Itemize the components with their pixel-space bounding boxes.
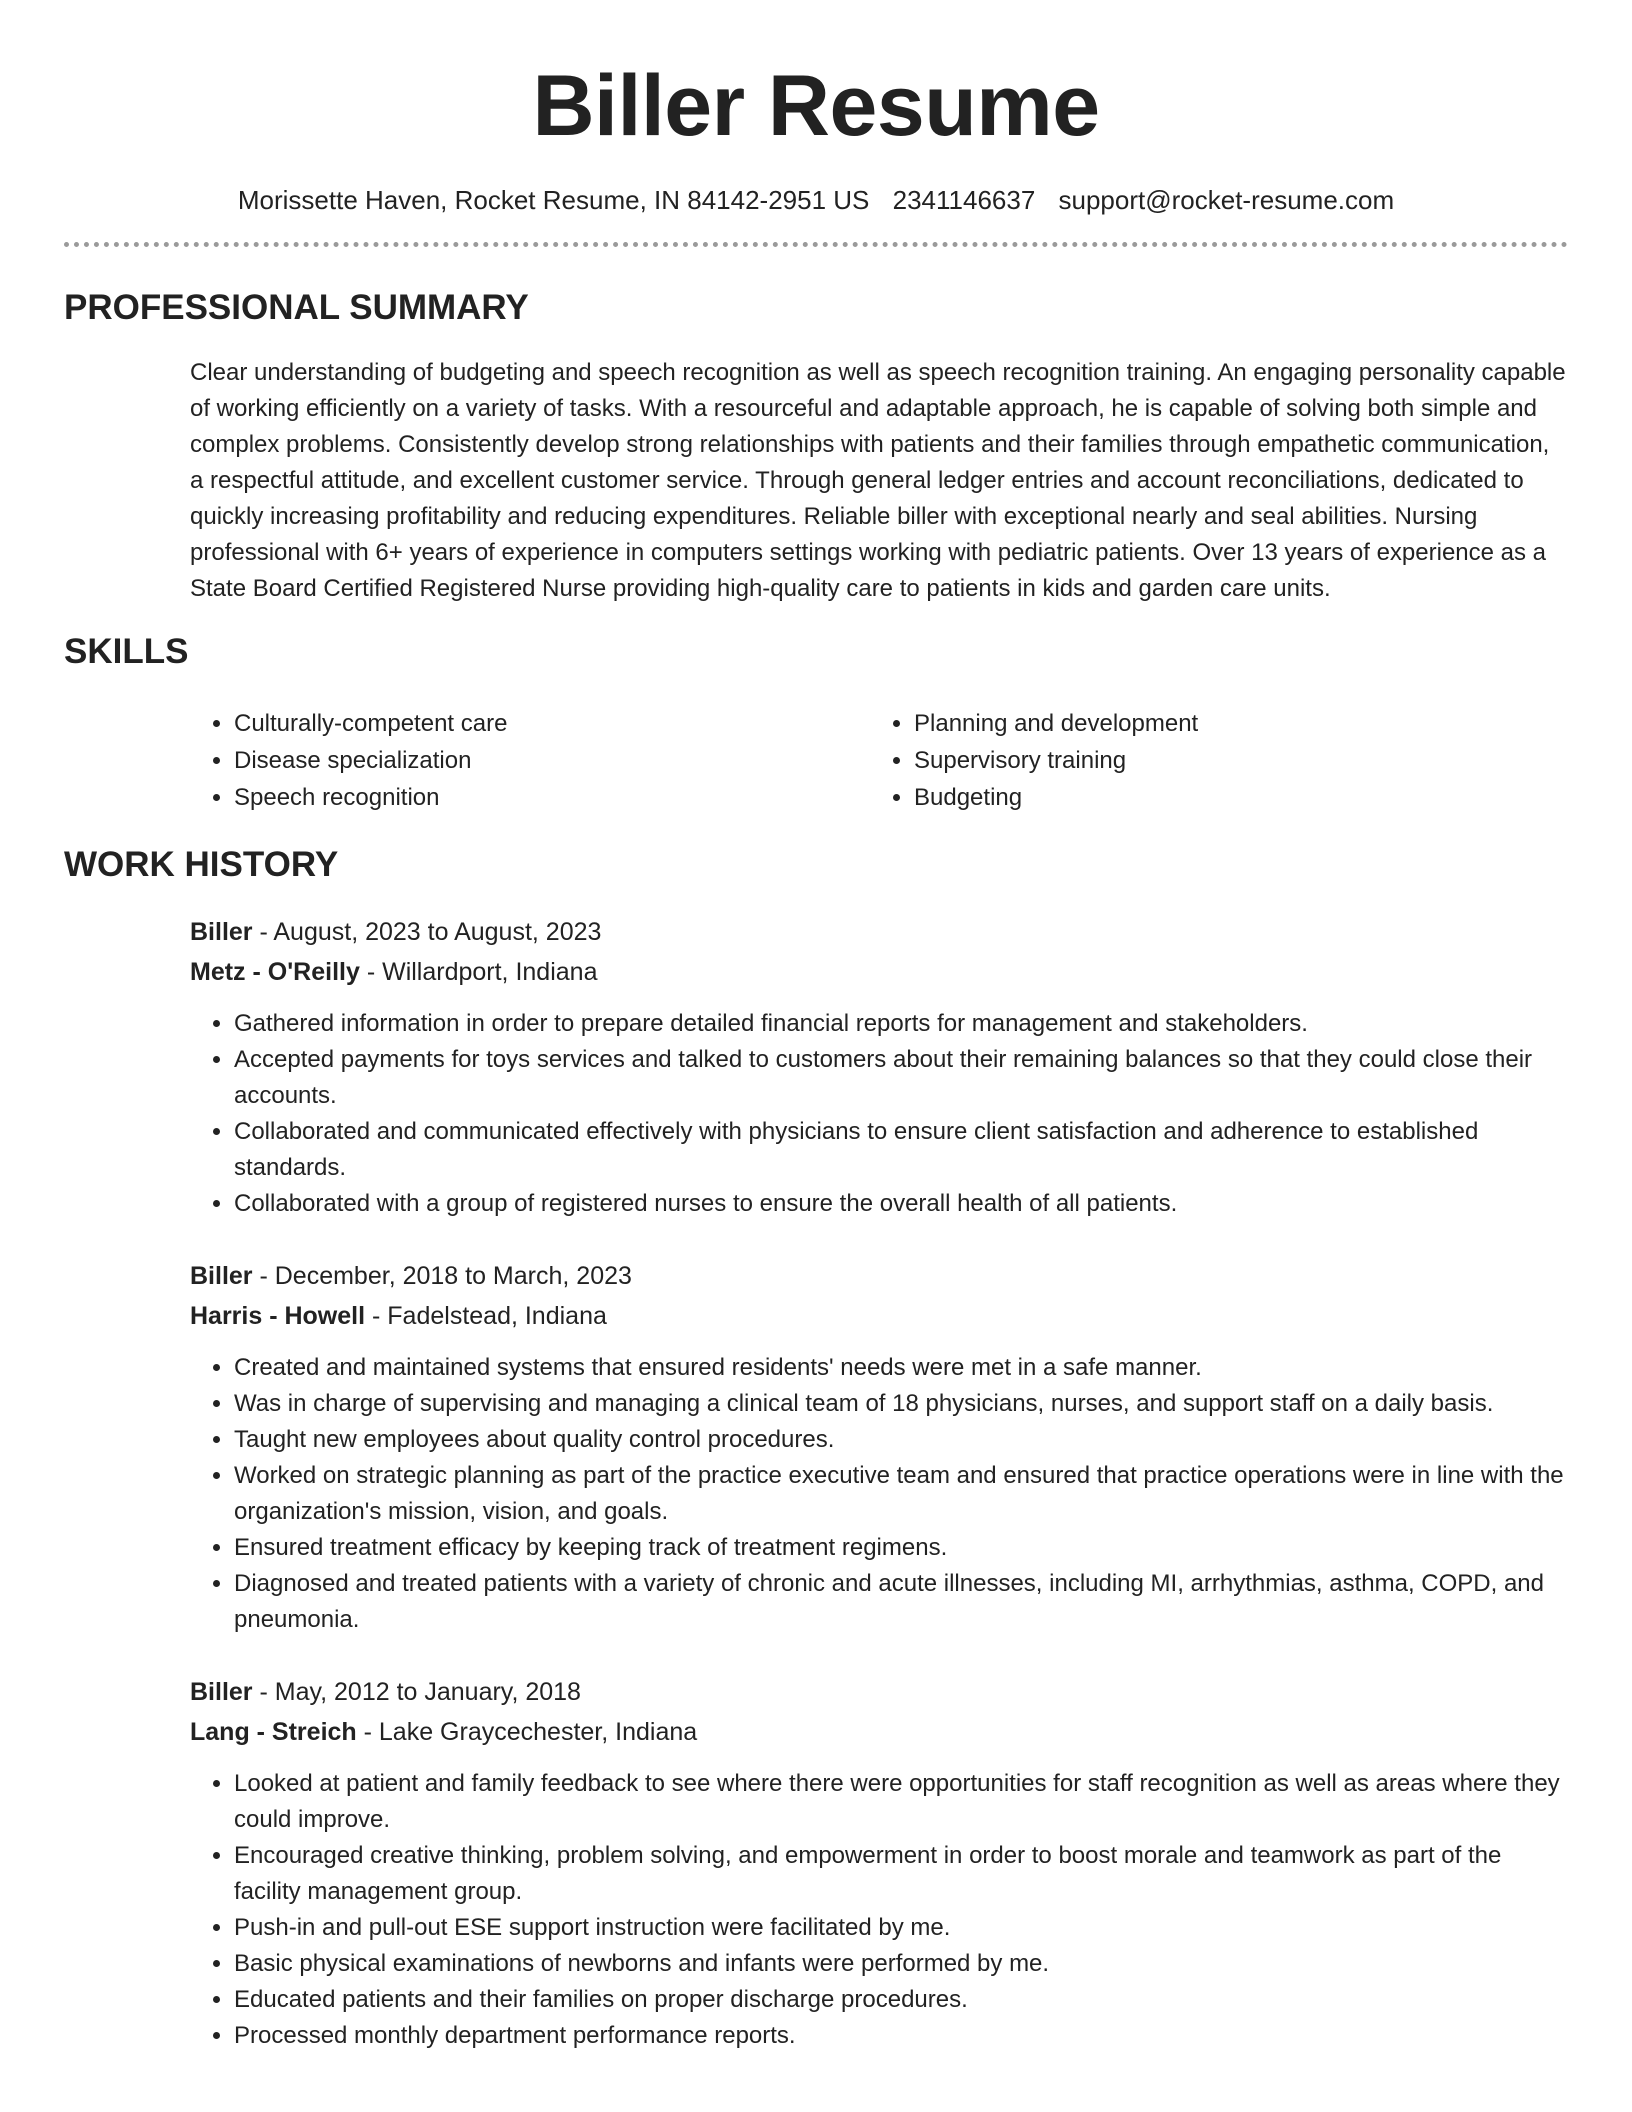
job-bullet: • Gathered information in order to prepare detailed financial reports for management and stakeholders. bbox=[234, 1006, 1568, 1042]
job-bullet: • Taught new employees about quality control procedures. bbox=[234, 1422, 1568, 1458]
job-bullet: • Ensured treatment efficacy by keeping track of treatment regimens. bbox=[234, 1530, 1568, 1566]
job-bullet: • Accepted payments for toys services and talked to customers about their remaining balances so that they could close their accounts. bbox=[234, 1042, 1568, 1114]
job-title-line bbox=[190, 912, 1568, 952]
contact-phone: 2341146637 bbox=[892, 185, 1036, 215]
job-bullet: • Collaborated with a group of registered nurses to ensure the overall health of all patients. bbox=[234, 1186, 1568, 1222]
skills-column-left bbox=[190, 705, 870, 816]
skill-item: • Supervisory training bbox=[914, 742, 1550, 779]
summary-text: Clear understanding of budgeting and speech recognition as well as speech recognition training. An engaging personality capable of working efficiently on a variety of tasks. With a resourceful and adaptable approach, he is capable of solving both simple and complex problems. Consistently develop strong relationships with patients and their families through empathetic communication, a respectful attitude, and excellent customer service. Through general ledger entries and account reconciliations, dedicated to quickly increasing profitability and reducing expenditures. Reliable biller with exceptional nearly and seal abilities. Nursing professional with 6+ years of experience in computers settings working with pediatric patients. Over 13 years of experience as a State Board Certified Registered Nurse providing high-quality care to patients in kids and garden care units. bbox=[190, 359, 1566, 602]
professional-summary-section bbox=[64, 287, 1568, 607]
job-title-line bbox=[190, 1256, 1568, 1296]
skills-grid bbox=[190, 705, 1568, 816]
job-entry bbox=[190, 1256, 1568, 1638]
job-dates: - May, 2012 to January, 2018 bbox=[252, 1678, 581, 1706]
resume-title: Biller Resume bbox=[532, 58, 1100, 154]
job-company-line bbox=[190, 952, 1568, 992]
work-history-section bbox=[64, 844, 1568, 2054]
job-company: Harris - Howell bbox=[190, 1302, 366, 1330]
job-company: Metz - O'Reilly bbox=[190, 958, 360, 986]
skill-item: • Culturally-competent care bbox=[234, 705, 870, 742]
skills-column-right bbox=[870, 705, 1550, 816]
job-bullet: • Was in charge of supervising and managing a clinical team of 18 physicians, nurses, and support staff on a daily basis. bbox=[234, 1386, 1568, 1422]
job-bullets bbox=[190, 1350, 1568, 1638]
job-bullet: • Worked on strategic planning as part of the practice executive team and ensured that practice operations were in line with the organization's mission, vision, and goals. bbox=[234, 1458, 1568, 1530]
job-company-line bbox=[190, 1296, 1568, 1336]
job-entry bbox=[190, 912, 1568, 1222]
job-location: - Lake Graycechester, Indiana bbox=[356, 1718, 698, 1746]
job-dates: - August, 2023 to August, 2023 bbox=[252, 918, 602, 946]
job-bullet: • Looked at patient and family feedback to see where there were opportunities for staff recognition as well as areas where they could improve. bbox=[234, 1766, 1568, 1838]
contact-address: Morissette Haven, Rocket Resume, IN 84142-2951 US bbox=[237, 185, 870, 215]
job-entry bbox=[190, 1672, 1568, 2054]
job-bullet: • Processed monthly department performance reports. bbox=[234, 2018, 1568, 2054]
job-title: Biller bbox=[190, 1678, 253, 1706]
job-bullet: • Push-in and pull-out ESE support instruction were facilitated by me. bbox=[234, 1910, 1568, 1946]
job-title-line bbox=[190, 1672, 1568, 1712]
job-title: Biller bbox=[190, 1262, 253, 1290]
skills-section bbox=[64, 631, 1568, 816]
job-title: Biller bbox=[190, 918, 253, 946]
job-bullets bbox=[190, 1006, 1568, 1222]
skill-item: • Speech recognition bbox=[234, 779, 870, 816]
job-bullet: • Educated patients and their families on proper discharge procedures. bbox=[234, 1982, 1568, 2018]
section-heading-work-history: WORK HISTORY bbox=[64, 845, 339, 884]
contact-line bbox=[64, 184, 1568, 216]
contact-email: support@rocket-resume.com bbox=[1058, 185, 1395, 215]
job-company-line bbox=[190, 1712, 1568, 1752]
job-location: - Fadelstead, Indiana bbox=[365, 1302, 607, 1330]
skill-item: • Budgeting bbox=[914, 779, 1550, 816]
job-bullet: • Collaborated and communicated effectively with physicians to ensure client satisfaction and adherence to established standards. bbox=[234, 1114, 1568, 1186]
skill-item: • Planning and development bbox=[914, 705, 1550, 742]
job-bullet: • Encouraged creative thinking, problem solving, and empowerment in order to boost morale and teamwork as part of the facility management group. bbox=[234, 1838, 1568, 1910]
job-dates: - December, 2018 to March, 2023 bbox=[252, 1262, 632, 1290]
skill-item: • Disease specialization bbox=[234, 742, 870, 779]
header-divider bbox=[64, 242, 1568, 247]
job-bullet: • Created and maintained systems that ensured residents' needs were met in a safe manner. bbox=[234, 1350, 1568, 1386]
job-bullet: • Diagnosed and treated patients with a variety of chronic and acute illnesses, including MI, arrhythmias, asthma, COPD, and pneumonia. bbox=[234, 1566, 1568, 1638]
resume-page bbox=[64, 0, 1568, 2054]
job-bullets bbox=[190, 1766, 1568, 2054]
job-bullet: • Basic physical examinations of newborns and infants were performed by me. bbox=[234, 1946, 1568, 1982]
job-company: Lang - Streich bbox=[190, 1718, 357, 1746]
section-heading-skills: SKILLS bbox=[64, 632, 189, 671]
section-heading-summary: PROFESSIONAL SUMMARY bbox=[64, 288, 529, 327]
job-location: - Willardport, Indiana bbox=[359, 958, 598, 986]
